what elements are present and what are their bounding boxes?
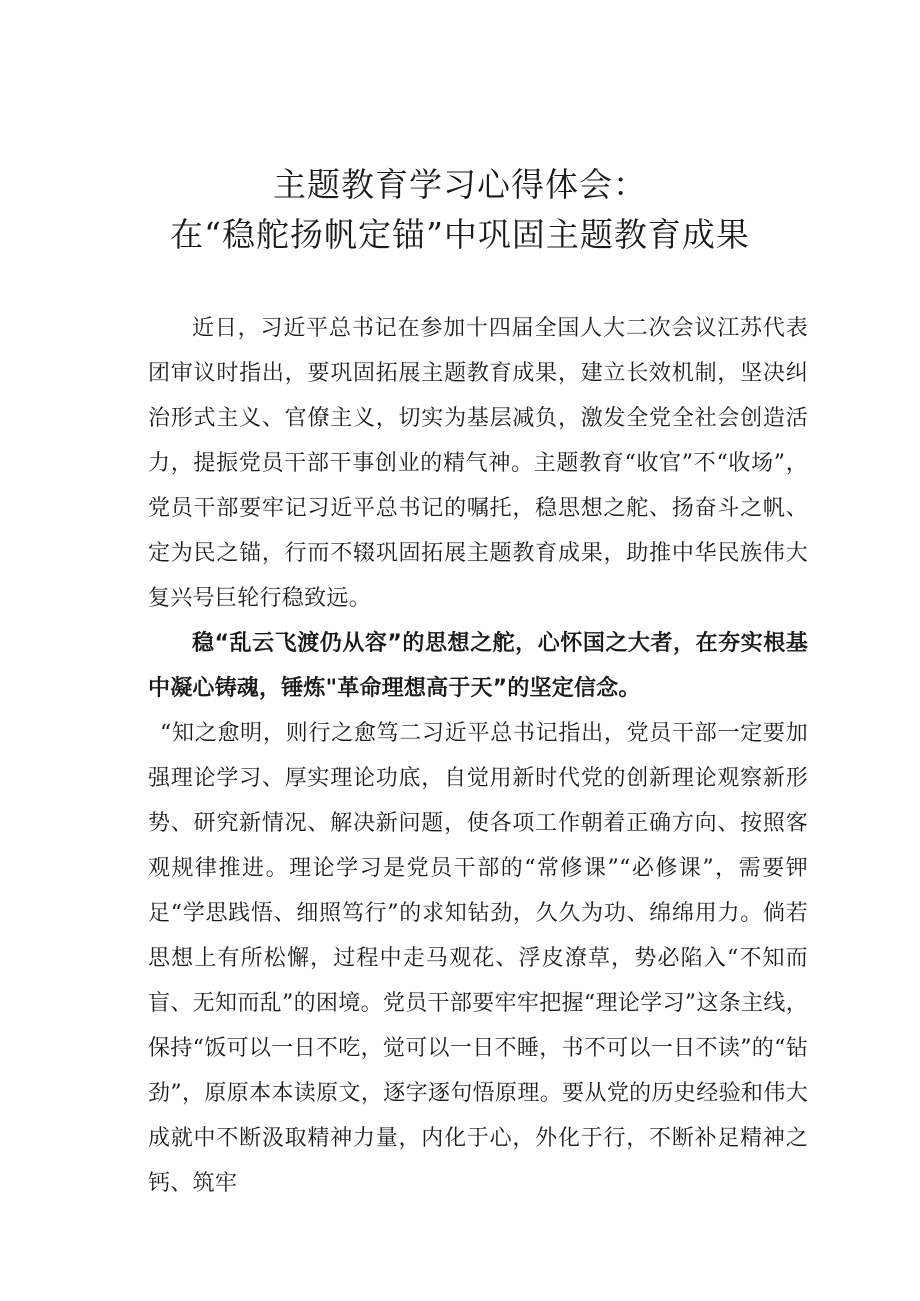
- paragraph-body: “知之愈明，则行之愈笃二习近平总书记指出，党员干部一定要加强理论学习、厚实理论功底，自觉用新时代党的创新理论观察新形势、研究新情况、解决新问题，使各项工作朝着正确方向、按照客观规律推进。理论学习是党员干部的“常修课”“必修课”，需要钾足“学思践悟、细照笃行”的求知钻劲，久久为功、绵绵用力。倘若思想上有所松懈，过程中走马观花、浮皮潦草，势必陷入“不知而盲、无知而乱”的困境。党员干部要牢牢把握“理论学习”这条主线，保持“饭可以一日不吃，觉可以一日不睡，书不可以一日不读”的“钻劲”，原原本本读原文，逐字逐句悟原理。要从党的历史经验和伟大成就中不断汲取精神力量，内化于心，外化于行，不断补足精神之钙、筑牢: [148, 721, 808, 1196]
- paragraph-section-heading: 稳“乱云飞渡仍从容”的思想之舵，心怀国之大者，在夯实根基中凝心铸魂，锤炼"革命理想高于天”的坚定信念。: [148, 631, 808, 701]
- document-body: [148, 306, 808, 1206]
- document-title-line-1: 主题教育学习心得体会：: [273, 165, 647, 204]
- document-title-line-2: 在“稳舵扬帆定锚”中巩固主题教育成果: [170, 215, 750, 254]
- paragraph-intro: 近日，习近平总书记在参加十四届全国人大二次会议江苏代表团审议时指出，要巩固拓展主题教育成果，建立长效机制，坚决纠治形式主义、官僚主义，切实为基层减负，激发全党全社会创造活力，提振党员干部干事创业的精气神。主题教育“收官”不“收场”，党员干部要牢记习近平总书记的嘱托，稳思想之舵、扬奋斗之帆、定为民之锚，行而不辍巩固拓展主题教育成果，助推中华民族伟大复兴号巨轮行稳致远。: [148, 316, 808, 611]
